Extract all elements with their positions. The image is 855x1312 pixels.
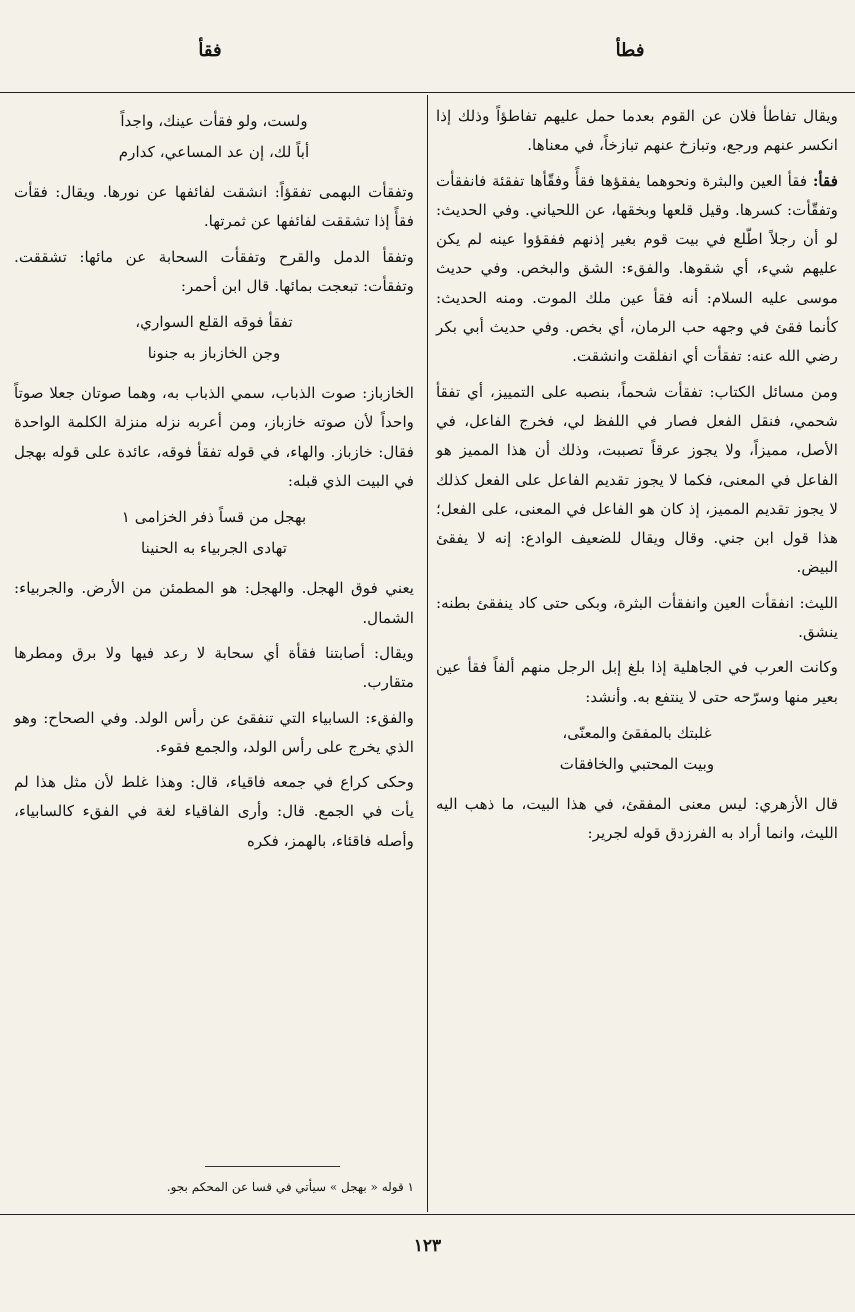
- paragraph: [436, 167, 838, 372]
- footer-rule: [0, 1214, 855, 1215]
- paragraph-text: ويقال تفاطأ فلان عن القوم بعدما حمل عليهم تفاطؤاً وذلك إذا انكسر عنهم ورجع، وتبازخ عنهم تبازخاً، في معناها.: [436, 107, 838, 155]
- paragraph: [436, 653, 838, 712]
- footnote: ١ قوله « بهجل » سيأتي في قسا عن المحكم بجو.: [166, 1180, 414, 1194]
- paragraph-text: والفقء: السابياء التي تنفقئ عن رأس الولد. وفي الصحاح: وهو الذي يخرج على رأس الولد، والجمع فقوء.: [14, 708, 414, 756]
- paragraph: [436, 589, 838, 648]
- paragraph: [14, 574, 414, 633]
- paragraph-text: ومن مسائل الكتاب: تفقأت شحماً، بنصبه على التمييز، أي تفقأ شحمي، فنقل الفعل فصار في اللفظ لي، فخرج الفاعل، في الأصل، مميزاً، ولا يجوز عرقاً تصببت، وذلك أن هذا المميز هو الفاعل في المعنى، فكما لا يجوز تقديم الفاعل على الفعل كذلك لا يجوز تقديم المميز، إذ كان هو الفاعل في المعنى، على الفعل؛ هذا قول ابن جني. وقال ويقال للضعيف الوادع: إنه لا يفقئ البيض.: [436, 382, 838, 577]
- paragraph: [436, 102, 838, 161]
- verse: [14, 106, 414, 168]
- verse-line: أباً لك، إن عد المساعي، كدارم: [118, 143, 310, 161]
- verse: [436, 718, 838, 780]
- paragraph-text: يعني فوق الهجل. والهجل: هو المطمئن من الأرض. والجربياء: الشمال.: [14, 579, 414, 627]
- paragraph: [14, 243, 414, 302]
- verse-line: تهادى الجربياء به الحنينا: [141, 539, 287, 558]
- page-number: ١٢٣: [413, 1236, 442, 1256]
- running-header-right: فطأ: [615, 40, 645, 61]
- verse-line: وجن الخازباز به جنونا: [147, 344, 281, 363]
- paragraph: [14, 639, 414, 698]
- paragraph-text: وتفقأ الدمل والقرح وتفقأت السحابة عن مائها: تشققت. وتفقأت: تبعجت بمائها. قال ابن أحمر:: [14, 247, 414, 295]
- verse-line: بهجل من قساً ذفر الخزامى ١: [121, 508, 307, 527]
- right-column: [436, 102, 838, 855]
- paragraph: [14, 178, 414, 237]
- paragraph: [14, 379, 414, 496]
- paragraph: [14, 768, 414, 856]
- paragraph-text: قال الأزهري: ليس معنى المفقئ، في هذا البيت، ما ذهب اليه الليث، وانما أراد به الفرزدق قوله لجرير:: [436, 794, 838, 843]
- paragraph: [436, 378, 838, 583]
- paragraph-text: وكانت العرب في الجاهلية إذا بلغ إبل الرجل منهم ألفاً فقأ عين بعير منها وسرّحه حتى لا ينتفع به. وأنشد:: [436, 658, 838, 706]
- entry-headword: فقأ:: [812, 171, 838, 190]
- paragraph: [436, 790, 838, 849]
- verse: [14, 502, 414, 564]
- paragraph: [14, 704, 414, 763]
- paragraph-text: فقأ العين والبثرة ونحوهما يفقؤها فقأً وفقّأها تفقئة فانفقأت وتفقّأت: كسرها. وقيل قلعها وبخقها، عن اللحياني. وفي الحديث: لو أن رجلاً اطّلع في بيت قوم بغير إذنهم ففقؤوا عينه لم يكن عليهم شيء، أي شقوها. والفقء: الشق والبخص. وفي حديث موسى عليه السلام: أنه فقأ عين ملك الموت. ومنه الحديث: كأنما فقئ في وجهه حب الرمان، أي بخص. وفي حديث أبي بكر رضي الله عنه: تفقأت أي انفلقت وانشقت.: [436, 171, 838, 366]
- column-divider: [427, 95, 428, 1212]
- paragraph-text: الخازباز: صوت الذباب، سمي الذباب به، وهما صوتان جعلا صوتاً واحداً لأن صوته خازباز، ومن أعربه نزله منزلة الكلمة الواحدة فقال: خازباز. والهاء، في قوله تفقأ فوقه، عائدة على قوله بهجل في البيت الذي قبله:: [14, 384, 414, 491]
- paragraph-text: وتفقأت البهمى تفقؤاً: انشقت لفائفها عن نورها. ويقال: فقأت فقأً إذا تشققت لفائفها عن ثمرتها.: [14, 183, 414, 231]
- verse-line: تفقأ فوقه القلع السواري،: [135, 313, 293, 332]
- paragraph-text: ويقال: أصابتنا فقأة أي سحابة لا رعد فيها ولا برق ومطرها متقارب.: [14, 643, 414, 692]
- header-rule: [0, 92, 855, 93]
- verse-line: وبيت المحتبي والخافقات: [559, 754, 715, 773]
- verse-line: ولست، ولو فقأت عينك، واجداً: [120, 112, 308, 130]
- running-header-left: فقأ: [198, 40, 222, 61]
- paragraph-text: وحكى كراع في جمعه فاقياء، قال: وهذا غلط لأن مثل هذا لم يأت في الجمع. قال: وأرى الفاقياء لغة في الفقء كالسابياء، وأصله فاقئاء، بالهمز، فكره: [14, 773, 414, 850]
- paragraph-text: الليث: انفقأت العين وانفقأت البثرة، وبكى حتى كاد ينفقئ بطنه: ينشق.: [436, 593, 838, 642]
- verse-line: غلبتك بالمفقئ والمعنّى،: [562, 723, 712, 742]
- left-column: [14, 102, 414, 862]
- verse: [14, 307, 414, 369]
- footnote-rule: [205, 1166, 340, 1167]
